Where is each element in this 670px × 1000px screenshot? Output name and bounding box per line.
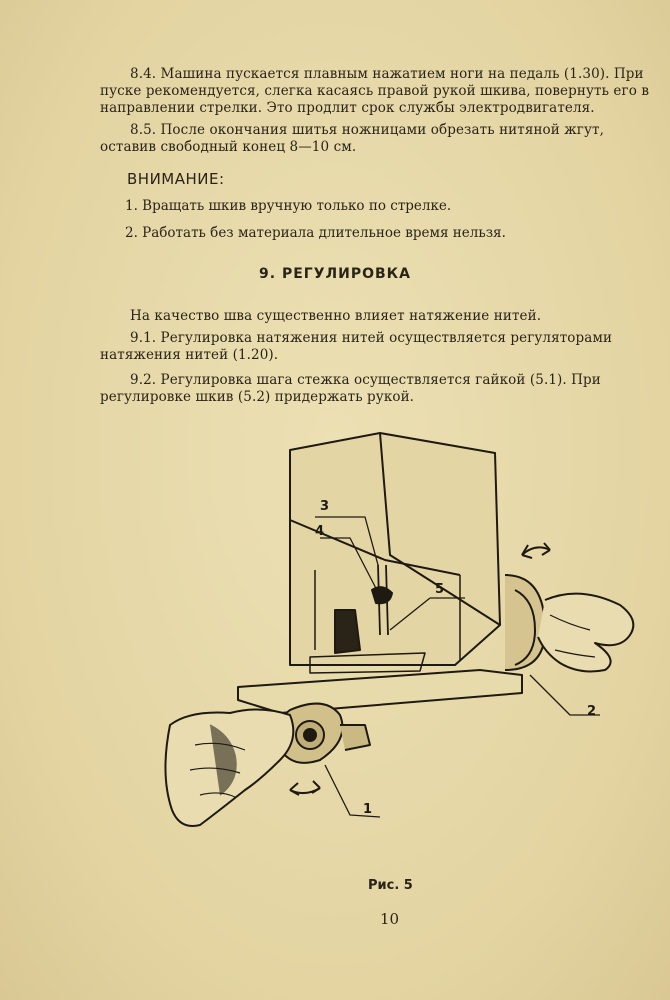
callout-1: 1 xyxy=(363,802,373,817)
figure-caption: Рис. 5 xyxy=(368,878,413,893)
warning-heading: ВНИМАНИЕ: xyxy=(127,170,225,188)
paragraph-9-1-text: 9.1. Регулировка натяжения нитей осуществляется регуляторами натяжения нитей (1.20). xyxy=(100,330,613,363)
callout-3: 3 xyxy=(320,499,330,514)
callout-4: 4 xyxy=(315,524,325,539)
warning-item-1: 1. Вращать шкив вручную только по стрелке. xyxy=(125,198,452,214)
paragraph-9-2-text: 9.2. Регулировка шага стежка осуществляется гайкой (5.1). При регулировке шкив (5.2) придержать рукой. xyxy=(100,372,601,405)
sewing-machine-illustration xyxy=(150,425,650,845)
paragraph-8-5-text: 8.5. После окончания шитья ножницами обрезать нитяной жгут, оставив свободный конец 8—10 см. xyxy=(100,122,604,155)
callout-5: 5 xyxy=(435,582,445,597)
paragraph-8-4-text: 8.4. Машина пускается плавным нажатием ноги на педаль (1.30). При пуске рекомендуется, слегка касаясь правой рукой шкива, повернуть его в направлении стрелки. Это продлит срок службы электродвигателя. xyxy=(100,66,650,116)
machine-head-outline xyxy=(290,433,500,665)
warning-item-2: 2. Работать без материала длительное время нельзя. xyxy=(125,225,506,241)
paragraph-9-2 xyxy=(100,372,658,406)
callout-2: 2 xyxy=(587,704,597,719)
paragraph-8-4 xyxy=(100,66,658,117)
section-9-intro: На качество шва существенно влияет натяжение нитей. xyxy=(130,308,542,324)
paragraph-8-5 xyxy=(100,122,658,156)
page-number: 10 xyxy=(380,910,400,928)
section-9-title: 9. РЕГУЛИРОВКА xyxy=(259,266,411,282)
paragraph-9-1 xyxy=(100,330,658,364)
